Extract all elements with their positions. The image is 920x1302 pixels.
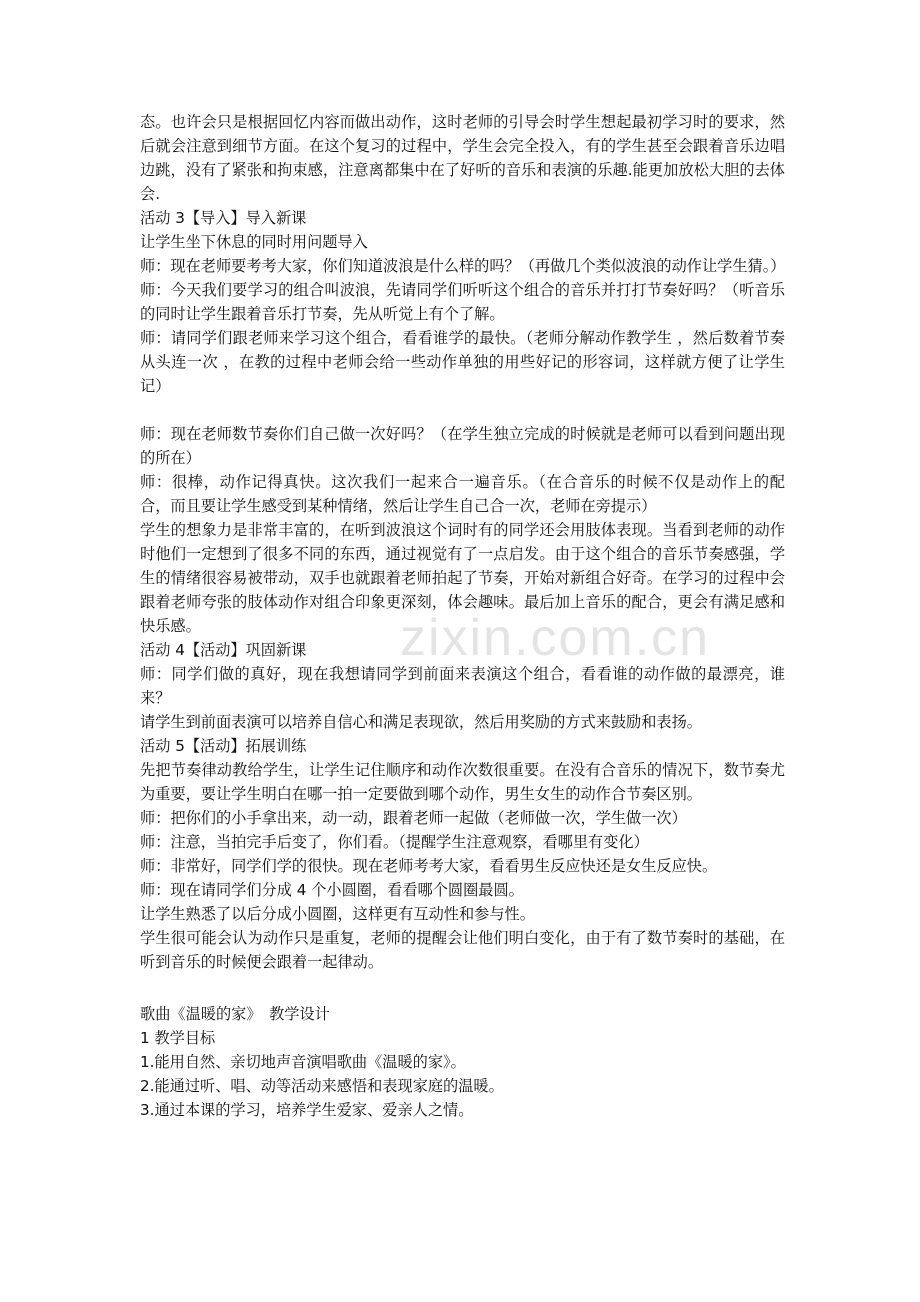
paragraph: 师：注意，当拍完手后变了，你们看。（提醒学生注意观察，看哪里有变化） <box>140 833 649 851</box>
paragraph: 师：非常好，同学们学的很快。现在老师考考大家，看看男生反应快还是女生反应快。 <box>140 857 718 875</box>
paragraph: 师：今天我们要学习的组合叫波浪，先请同学们听听这个组合的音乐并打打节奏好吗？（听音乐的同时让学生跟着音乐打节奏，先从听觉上有个了解。 <box>140 281 785 323</box>
paragraph: 师：把你们的小手拿出来，动一动，跟着老师一起做（老师做一次，学生做一次） <box>140 809 687 827</box>
paragraph-review-continuation: 态。也许会只是根据回忆内容而做出动作，这时老师的引导会时学生想起最初学习时的要求，然后就会注意到细节方面。在这个复习的过程中，学生会完全投入，有的学生甚至会跟着音乐边唱边跳，没有了紧张和拘束感，注意离都集中在了好听的音乐和表演的乐趣.能更加放松大胆的去体会. <box>140 113 785 203</box>
paragraph: 师：同学们做的真好，现在我想请同学到前面来表演这个组合，看看谁的动作做的最漂亮，谁来？ <box>140 665 785 707</box>
goal-item: 2.能通过听、唱、动等活动来感悟和表现家庭的温暖。 <box>140 1077 504 1095</box>
document-page <box>140 110 785 1122</box>
heading-activity-3: 活动 3【导入】导入新课 <box>140 209 307 227</box>
section-title-song: 歌曲《温暖的家》 教学设计 <box>140 1005 330 1023</box>
goal-item: 1.能用自然、亲切地声音演唱歌曲《温暖的家》。 <box>140 1053 466 1071</box>
blank-line <box>140 974 785 1002</box>
paragraph: 师：现在请同学们分成 4 个小圆圈，看看哪个圆圈最圆。 <box>140 881 524 899</box>
paragraph: 让学生熟悉了以后分成小圆圈，这样更有互动性和参与性。 <box>140 905 535 923</box>
paragraph: 让学生坐下休息的同时用问题导入 <box>140 233 368 251</box>
blank-line <box>140 398 785 422</box>
heading-activity-5: 活动 5【活动】拓展训练 <box>140 737 307 755</box>
paragraph: 师：很棒，动作记得真快。这次我们一起来合一遍音乐。（在合音乐的时候不仅是动作上的配合，而且要让学生感受到某种情绪，然后让学生自己合一次，老师在旁提示） <box>140 473 785 515</box>
paragraph: 师：现在老师数节奏你们自己做一次好吗？（在学生独立完成的时候就是老师可以看到问题出现的所在） <box>140 425 785 467</box>
paragraph: 请学生到前面表演可以培养自信心和满足表现欲，然后用奖励的方式来鼓励和表扬。 <box>140 713 702 731</box>
goal-item: 3.通过本课的学习，培养学生爱家、爱亲人之情。 <box>140 1101 474 1119</box>
paragraph: 学生的想象力是非常丰富的，在听到波浪这个词时有的同学还会用肢体表现。当看到老师的动作时他们一定想到了很多不同的东西，通过视觉有了一点启发。由于这个组合的音乐节奏感强，学生的情绪很容易被带动，双手也就跟着老师拍起了节奏，开始对新组合好奇。在学习的过程中会跟着老师夸张的肢体动作对组合印象更深刻，体会趣味。最后加上音乐的配合，更会有满足感和快乐感。 <box>140 521 785 635</box>
watermark-text: zixin.com.cn <box>400 609 711 667</box>
paragraph: 学生很可能会认为动作只是重复，老师的提醒会让他们明白变化，由于有了数节奏时的基础，在听到音乐的时候便会跟着一起律动。 <box>140 929 785 971</box>
paragraph: 师：现在老师要考考大家，你们知道波浪是什么样的吗？（再做几个类似波浪的动作让学生猜。） <box>140 257 786 275</box>
heading-activity-4: 活动 4【活动】巩固新课 <box>140 641 307 659</box>
paragraph: 先把节奏律动教给学生，让学生记住顺序和动作次数很重要。在没有合音乐的情况下，数节奏尤为重要，要让学生明白在哪一拍一定要做到哪个动作，男生女生的动作合节奏区别。 <box>140 761 785 803</box>
paragraph: 师：请同学们跟老师来学习这个组合，看看谁学的最快。（老师分解动作教学生 ，然后数着节奏从头连一次 ，在教的过程中老师会给一些动作单独的用些好记的形容词，这样就方便了让学生记） <box>140 329 785 395</box>
heading-teaching-goals: 1 教学目标 <box>140 1029 216 1047</box>
